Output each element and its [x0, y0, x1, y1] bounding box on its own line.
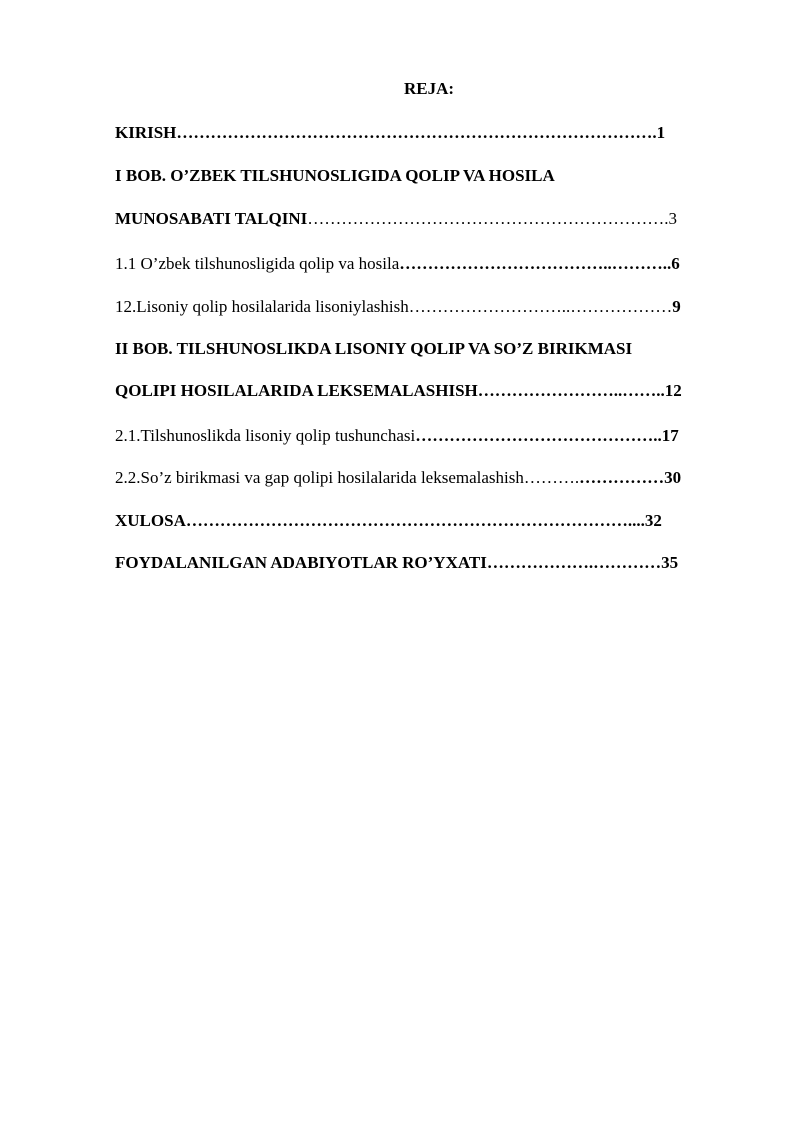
toc-entry-label: 2.2.So’z birikmasi va gap qolipi hosilalarida leksemalashish — [115, 468, 524, 487]
toc-entry-label: XULOSA — [115, 511, 186, 530]
toc-entry-section-2-1 — [115, 425, 679, 447]
toc-entry-leader: ………. — [523, 468, 580, 487]
toc-entry-leader-page: ……………….…………35 — [486, 553, 679, 572]
toc-entry-label: MUNOSABATI TALQINI — [115, 209, 308, 228]
toc-entry-page: 9 — [672, 297, 681, 316]
toc-entry-label: 12.Lisoniy qolip hosilalarida lisoniylashish — [115, 297, 409, 316]
toc-entry-leader-page: ……………………………………..17 — [415, 426, 679, 445]
toc-entry-chapter-2-line-2 — [115, 380, 682, 402]
toc-entry-chapter-1-line-1 — [115, 165, 555, 187]
toc-entry-label: I BOB. O’ZBEK TILSHUNOSLIGIDA QOLIP VA HOSILA — [115, 166, 555, 185]
toc-entry-label: FOYDALANILGAN ADABIYOTLAR RO’YXATI — [115, 553, 487, 572]
toc-entry-section-1-2 — [115, 296, 681, 318]
document-title: REJA: — [403, 79, 455, 98]
toc-entry-leader: ………………………..……………… — [408, 297, 673, 316]
toc-entry-leader-page: ……………………..……..12 — [477, 381, 682, 400]
toc-entry-section-2-2 — [115, 467, 681, 489]
toc-entry-leader-page: ………………………………………………………………………….1 — [176, 123, 666, 142]
toc-entry-xulosa — [115, 510, 662, 532]
toc-entry-kirish — [115, 122, 665, 144]
toc-entry-leader-page: ……………30 — [579, 468, 682, 487]
toc-entry-leader: ……………………………………………………….3 — [307, 209, 677, 228]
toc-entry-chapter-1-line-2 — [115, 208, 677, 230]
toc-entry-section-1-1 — [115, 253, 680, 275]
toc-entry-page: ...32 — [632, 511, 662, 530]
toc-entry-chapter-2-line-1 — [115, 338, 632, 360]
toc-entry-label: 1.1 O’zbek tilshunosligida qolip va hosila — [115, 254, 400, 273]
toc-entry-label: QOLIPI HOSILALARIDA LEKSEMALASHISH — [115, 381, 478, 400]
toc-entry-label: 2.1.Tilshunoslikda lisoniy qolip tushunchasi — [115, 426, 416, 445]
toc-entry-label: KIRISH — [115, 123, 177, 142]
toc-entry-leader-page: ………………………………..………..6 — [399, 254, 680, 273]
toc-entry-bibliography — [115, 552, 678, 574]
toc-entry-label: II BOB. TILSHUNOSLIKDA LISONIY QOLIP VA SO’Z BIRIKMASI — [115, 339, 633, 358]
toc-entry-leader: ……………………………………………………………………. — [185, 511, 633, 530]
